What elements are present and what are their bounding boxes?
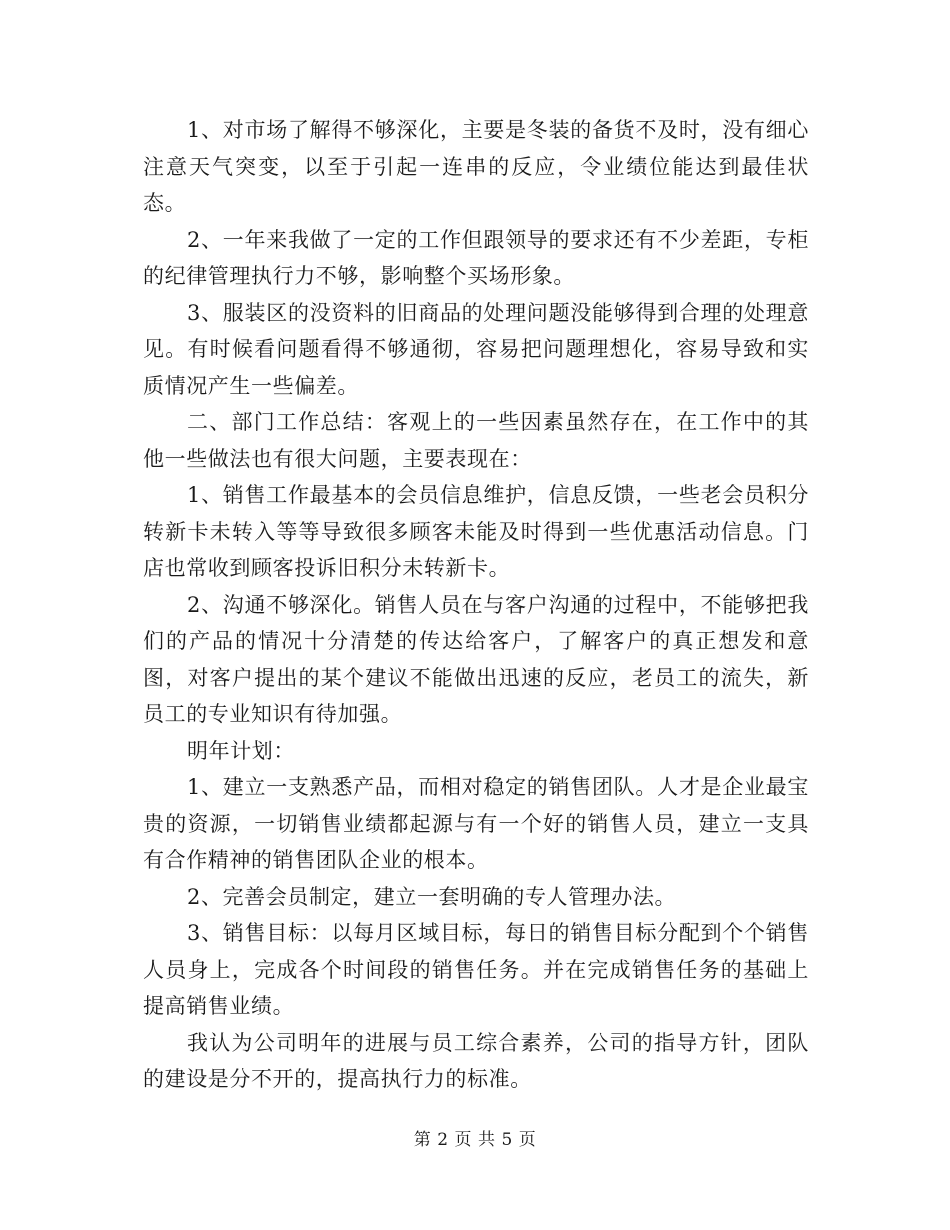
section-heading-paragraph: 二、部门工作总结：客观上的一些因素虽然存在，在工作中的其他一些做法也有很大问题，主要表现在： <box>143 410 809 471</box>
plan-heading: 明年计划： <box>187 738 295 763</box>
paragraph: 2、沟通不够深化。销售人员在与客户沟通的过程中，不能够把我们的产品的情况十分清楚的传达给客户，了解客户的真正想发和意图，对客户提出的某个建议不能做出迅速的反应，老员工的流失，新员工的专业知识有待加强。 <box>143 592 809 726</box>
document-body <box>143 112 809 1098</box>
page-label-prefix: 第 <box>413 1130 432 1150</box>
paragraph: 1、销售工作最基本的会员信息维护，信息反馈，一些老会员积分转新卡未转入等等导致很多顾客未能及时得到一些优惠活动信息。门店也常收到顾客投诉旧积分未转新卡。 <box>143 483 809 580</box>
paragraph: 3、服装区的没资料的旧商品的处理问题没能够得到合理的处理意见。有时候看问题看得不够通彻，容易把问题理想化，容易导致和实质情况产生一些偏差。 <box>143 300 809 398</box>
current-page-number: 2 <box>437 1130 449 1150</box>
page-footer <box>0 1125 950 1150</box>
paragraph: 2、完善会员制定，建立一套明确的专人管理办法。 <box>187 884 677 909</box>
paragraph: 1、建立一支熟悉产品，而相对稳定的销售团队。人才是企业最宝贵的资源，一切销售业绩都起源与有一个好的销售人员，建立一支具有合作精神的销售团队企业的根本。 <box>143 775 809 872</box>
paragraph: 2、一年来我做了一定的工作但跟领导的要求还有不少差距，专柜的纪律管理执行力不够，影响整个买场形象。 <box>143 227 809 288</box>
paragraph: 1、对市场了解得不够深化，主要是冬装的备货不及时，没有细心注意天气突变，以至于引起一连串的反应，令业绩位能达到最佳状态。 <box>143 118 809 215</box>
page-label-suffix: 页 <box>518 1130 537 1150</box>
total-pages-number: 5 <box>501 1130 513 1150</box>
paragraph: 我认为公司明年的进展与员工综合素养，公司的指导方针，团队的建设是分不开的，提高执行力的标准。 <box>143 1030 809 1091</box>
page-label-mid: 页 共 <box>454 1130 496 1150</box>
paragraph: 3、销售目标：以每月区域目标，每日的销售目标分配到个个销售人员身上，完成各个时间段的销售任务。并在完成销售任务的基础上提高销售业绩。 <box>143 921 809 1018</box>
